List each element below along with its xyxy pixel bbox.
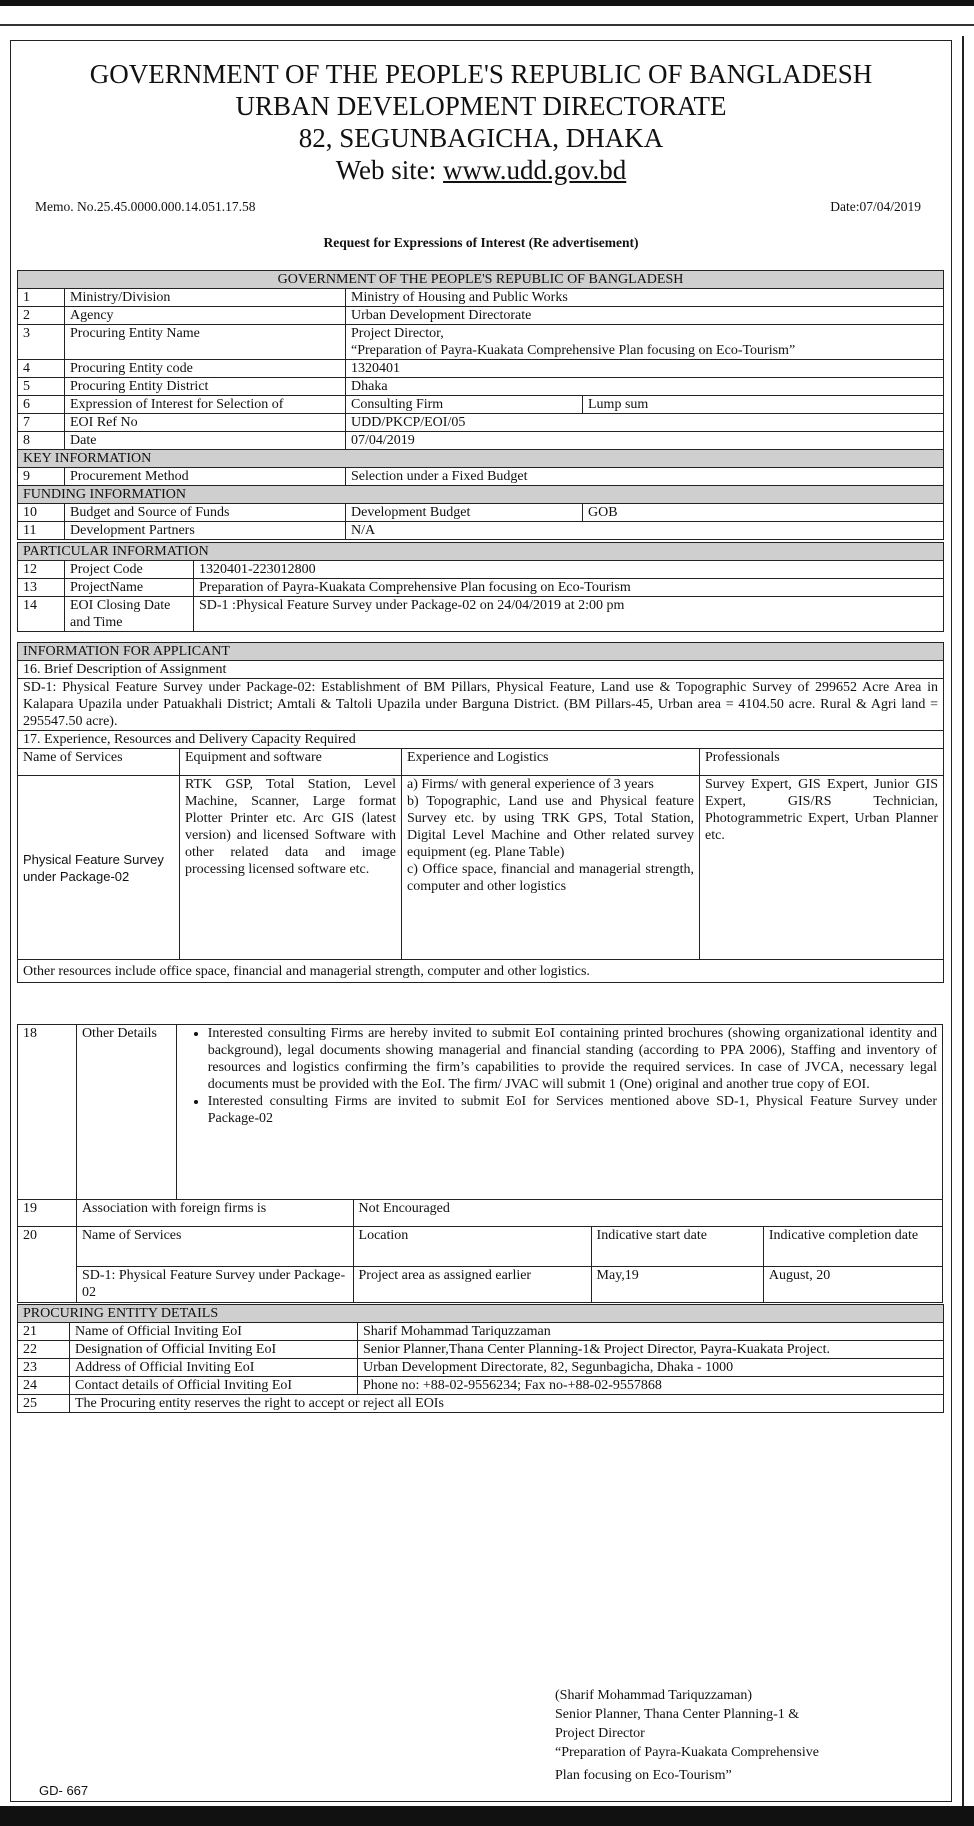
row-number: 10 [18, 504, 65, 522]
col-location: Location [353, 1227, 591, 1267]
row-number: 13 [18, 579, 65, 597]
row-label: EOI Closing Date and Time [65, 597, 194, 632]
row-label: Date [65, 432, 346, 450]
table-row [18, 307, 944, 325]
table-row [18, 597, 944, 632]
col-equipment-software: Equipment and software [180, 749, 402, 776]
row-value [346, 325, 944, 360]
row-value: Preparation of Payra-Kuakata Comprehensive Plan focusing on Eco-Tourism [194, 579, 944, 597]
adjacent-column-edge [962, 36, 974, 1826]
row-value: Not Encouraged [353, 1200, 942, 1227]
section-heading-row [18, 543, 944, 561]
footer-code: GD- 667 [39, 1783, 89, 1798]
applicant-information-table [17, 642, 944, 983]
col-professionals: Professionals [700, 749, 944, 776]
other-details-table [17, 1024, 943, 1303]
row-label: Designation of Official Inviting EoI [70, 1341, 358, 1359]
row-value: Phone no: +88-02-9556234; Fax no-+88-02-9557868 [358, 1377, 944, 1395]
brief-description-text: SD-1: Physical Feature Survey under Package-02: Establishment of BM Pillars, Physical Feature, Land use & Topographic Survey of 299652 Acre Area in Kalapara Upazila under Patuakhali District; Amtali & Taltoli Upazila under Barguna District. (BM Pillars-45, Urban area = 4104.50 acre. Rural & Agri land = 295547.50 acre). [18, 679, 944, 731]
service-completion-date: August, 20 [763, 1267, 942, 1303]
brief-text-row [18, 679, 944, 731]
row-value: Selection under a Fixed Budget [346, 468, 944, 486]
services-header-row [18, 1227, 943, 1267]
header-website [11, 155, 951, 186]
col-experience-logistics: Experience and Logistics [402, 749, 700, 776]
top-divider-line [0, 24, 974, 26]
procuring-entity-project: “Preparation of Payra-Kuakata Comprehensive Plan focusing on Eco-Tourism” [351, 343, 796, 358]
top-border-bar [0, 0, 974, 6]
table-row [18, 522, 944, 540]
row-value: 1320401 [346, 360, 944, 378]
table-row [18, 325, 944, 360]
row-value: Urban Development Directorate [346, 307, 944, 325]
col-name-of-services: Name of Services [76, 1227, 353, 1267]
table-heading-row [18, 271, 944, 289]
memo-number: Memo. No.25.45.0000.000.14.051.17.58 [35, 199, 256, 214]
row-value: SD-1 :Physical Feature Survey under Package-02 on 24/04/2019 at 2:00 pm [194, 597, 944, 632]
row-label: Agency [65, 307, 346, 325]
professionals: Survey Expert, GIS Expert, Junior GIS Expert, GIS/RS Technician, Photogrammetric Expert, Urban Planner etc. [700, 776, 944, 960]
experience-heading-row [18, 731, 944, 749]
section-heading-row [18, 486, 944, 504]
other-resources-text: Other resources include office space, financial and managerial strength, computer and other logistics. [18, 960, 944, 983]
equipment-software: RTK GSP, Total Station, Level Machine, Scanner, Large format Plotter Printer etc. Arc GIS (latest version) and licensed Software with other related data and image processing licensed software etc. [180, 776, 402, 960]
other-details-row [18, 1025, 943, 1200]
row-value: Senior Planner,Thana Center Planning-1& Project Director, Payra-Kuakata Project. [358, 1341, 944, 1359]
row-label: ProjectName [65, 579, 194, 597]
row-number: 19 [18, 1200, 77, 1227]
row-number: 7 [18, 414, 65, 432]
row-label: Ministry/Division [65, 289, 346, 307]
row-label: Expression of Interest for Selection of [65, 396, 346, 414]
experience-row [18, 776, 944, 960]
row-number: 14 [18, 597, 65, 632]
header-line-3: 82, SEGUNBAGICHA, DHAKA [298, 123, 664, 153]
row-value-secondary: Lump sum [583, 396, 944, 414]
row-label: Address of Official Inviting EoI [70, 1359, 358, 1377]
row-value: 07/04/2019 [346, 432, 944, 450]
table-row [18, 504, 944, 522]
signatory-designation: Senior Planner, Thana Center Planning-1 & [555, 1707, 800, 1722]
table-row [18, 1359, 944, 1377]
row-value: Ministry of Housing and Public Works [346, 289, 944, 307]
service-name: SD-1: Physical Feature Survey under Package-02 [76, 1267, 353, 1303]
row-number: 18 [18, 1025, 77, 1200]
row-number: 1 [18, 289, 65, 307]
col-name-of-services: Name of Services [18, 749, 180, 776]
row-number: 4 [18, 360, 65, 378]
brief-heading-row [18, 661, 944, 679]
row-number: 6 [18, 396, 65, 414]
table-row [18, 432, 944, 450]
row-value: N/A [346, 522, 944, 540]
row-label: Project Code [65, 561, 194, 579]
experience-heading: 17. Experience, Resources and Delivery Capacity Required [18, 731, 944, 749]
row-value: Dhaka [346, 378, 944, 396]
row-label: Name of Official Inviting EoI [70, 1323, 358, 1341]
row-number: 8 [18, 432, 65, 450]
bottom-border-bar [0, 1806, 974, 1826]
table-row [18, 1323, 944, 1341]
col-indicative-start-date: Indicative start date [591, 1227, 763, 1267]
advertisement-sheet [10, 40, 952, 1802]
website-link[interactable]: www.udd.gov.bd [443, 155, 627, 185]
col-indicative-completion-date: Indicative completion date [763, 1227, 942, 1267]
row-label: Development Partners [65, 522, 346, 540]
eoi-info-table [17, 270, 944, 540]
row-label: Association with foreign firms is [76, 1200, 353, 1227]
signatory-project-line-1: “Preparation of Payra-Kuakata Comprehensive [555, 1745, 819, 1760]
row-label: Contact details of Official Inviting EoI [70, 1377, 358, 1395]
funding-information-heading: FUNDING INFORMATION [18, 486, 944, 504]
header-line-1: GOVERNMENT OF THE PEOPLE'S REPUBLIC OF BANGLADESH [89, 59, 873, 89]
table-row [18, 579, 944, 597]
row-number: 22 [18, 1341, 70, 1359]
row-number: 9 [18, 468, 65, 486]
list-item: • Interested consulting Firms are hereby invited to submit EoI containing printed brochures (showing organizational identity and background), legal documents showing managerial and financial standing (according to PPA 2006), Staffing and inventory of resources and logistics confirming the firm’s capabilities to provide the required services. In case of JVCA, necessary legal documents must be provided with the EoI. The firm/ JVAC will submit 1 (One) original and another true copy of EOI. [208, 1025, 937, 1093]
procuring-entity-title: Project Director, [351, 326, 444, 341]
row-label: Budget and Source of Funds [65, 504, 346, 522]
row-value: Urban Development Directorate, 82, Segunbagicha, Dhaka - 1000 [358, 1359, 944, 1377]
row-number: 11 [18, 522, 65, 540]
service-name: Physical Feature Survey under Package-02 [18, 776, 180, 960]
row-number: 24 [18, 1377, 70, 1395]
row-value: Development Budget [346, 504, 583, 522]
memo-date: Date:07/04/2019 [830, 199, 921, 214]
section-heading-row [18, 450, 944, 468]
row-label: EOI Ref No [65, 414, 346, 432]
row-number: 3 [18, 325, 65, 360]
experience-logistics: a) Firms/ with general experience of 3 years b) Topographic, Land use and Physical feature Survey etc. by using TRK GPS, Total Station, Digital Level Machine and Other related survey equipment (eg. Plane Table) c) Office space, financial and managerial strength, computer and other logistics [402, 776, 700, 960]
table-row [18, 1200, 943, 1227]
table-heading: GOVERNMENT OF THE PEOPLE'S REPUBLIC OF BANGLADESH [18, 271, 944, 289]
particular-information-table [17, 542, 944, 632]
other-details-list [182, 1025, 937, 1127]
brief-description-heading: 16. Brief Description of Assignment [18, 661, 944, 679]
row-value: Sharif Mohammad Tariquzzaman [358, 1323, 944, 1341]
key-information-heading: KEY INFORMATION [18, 450, 944, 468]
row-value-secondary: GOB [583, 504, 944, 522]
signatory-role: Project Director [555, 1726, 645, 1741]
table-row [18, 1377, 944, 1395]
experience-column-headers [18, 749, 944, 776]
row-value: The Procuring entity reserves the right to accept or reject all EOIs [70, 1395, 944, 1413]
header-line-2: URBAN DEVELOPMENT DIRECTORATE [235, 91, 727, 121]
signatory-name: (Sharif Mohammad Tariquzzaman) [555, 1688, 753, 1703]
row-number: 23 [18, 1359, 70, 1377]
table-row [18, 1341, 944, 1359]
row-number: 25 [18, 1395, 70, 1413]
row-value: UDD/PKCP/EOI/05 [346, 414, 944, 432]
table-row [18, 1395, 944, 1413]
document-title: Request for Expressions of Interest (Re advertisement) [323, 235, 639, 250]
table-row [18, 396, 944, 414]
other-resources-row [18, 960, 944, 983]
applicant-information-heading: INFORMATION FOR APPLICANT [18, 643, 944, 661]
row-number: 21 [18, 1323, 70, 1341]
other-details-content [176, 1025, 942, 1200]
table-row [18, 360, 944, 378]
row-label: Procurement Method [65, 468, 346, 486]
service-location: Project area as assigned earlier [353, 1267, 591, 1303]
row-number: 12 [18, 561, 65, 579]
particular-information-heading: PARTICULAR INFORMATION [18, 543, 944, 561]
row-label: Procuring Entity District [65, 378, 346, 396]
section-heading-row [18, 1305, 944, 1323]
procuring-entity-table [17, 1304, 944, 1413]
row-number: 5 [18, 378, 65, 396]
row-number: 2 [18, 307, 65, 325]
row-label: Procuring Entity Name [65, 325, 346, 360]
list-item: • Interested consulting Firms are invited to submit EoI for Services mentioned above SD-1, Physical Feature Survey under Package-02 [208, 1093, 937, 1127]
table-row [18, 289, 944, 307]
row-number: 20 [18, 1227, 77, 1303]
row-label: Procuring Entity code [65, 360, 346, 378]
table-row [18, 414, 944, 432]
signature-block [555, 1686, 819, 1785]
row-label: Other Details [76, 1025, 176, 1200]
section-heading-row [18, 643, 944, 661]
row-value: 1320401-223012800 [194, 561, 944, 579]
table-row [18, 468, 944, 486]
service-start-date: May,19 [591, 1267, 763, 1303]
signatory-project-line-2: Plan focusing on Eco-Tourism” [555, 1768, 732, 1783]
website-label: Web site: [335, 155, 444, 185]
row-value: Consulting Firm [346, 396, 583, 414]
table-row [18, 561, 944, 579]
services-row [18, 1267, 943, 1303]
table-row [18, 378, 944, 396]
procuring-entity-heading: PROCURING ENTITY DETAILS [18, 1305, 944, 1323]
